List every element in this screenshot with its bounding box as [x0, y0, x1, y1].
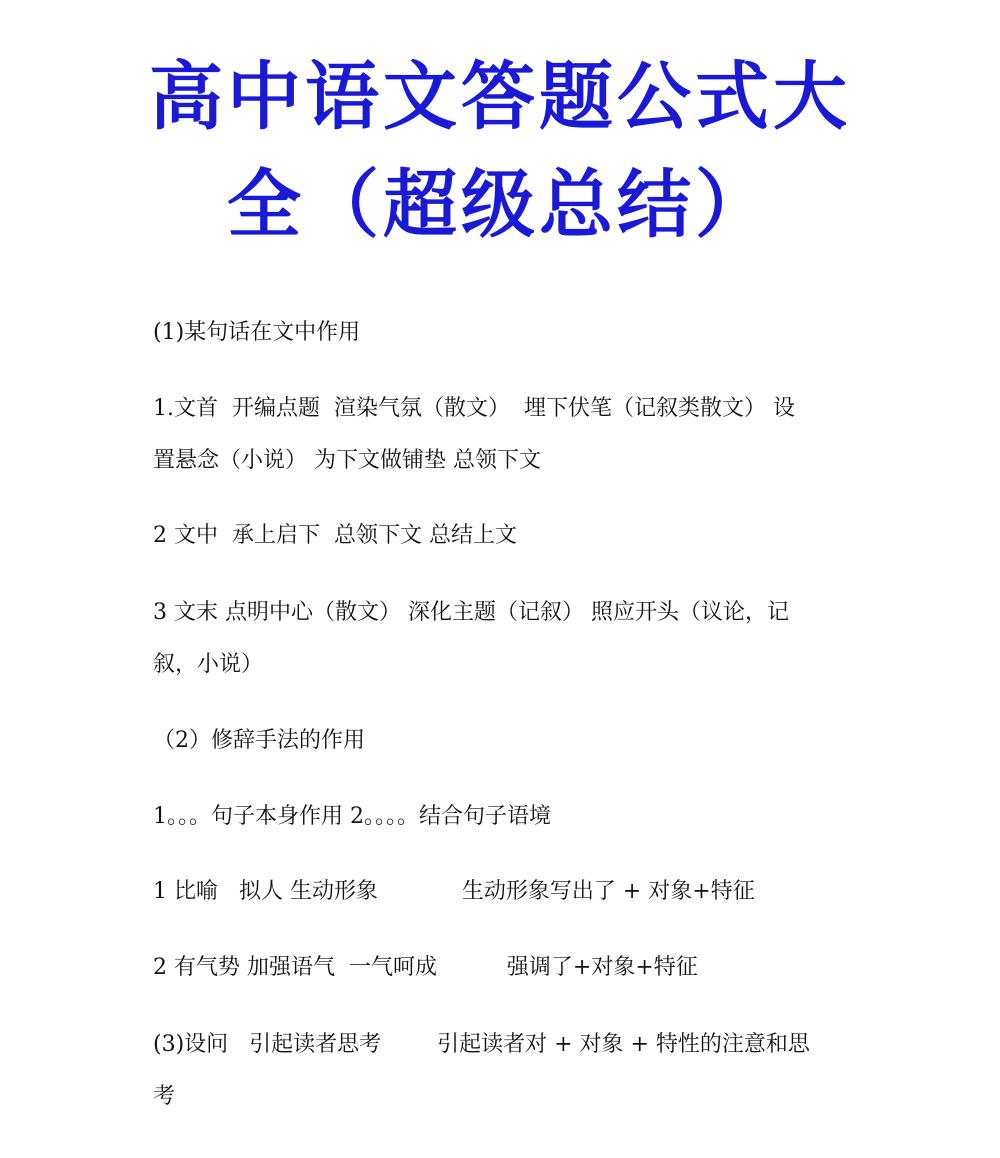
- section-heading-3: (3)设问 引起读者思考 引起读者对 + 对象 + 特性的注意和思: [153, 1032, 810, 1057]
- text-line: 考: [153, 1084, 176, 1109]
- section-heading-2: （2）修辞手法的作用: [153, 728, 365, 753]
- text-line: 1 比喻 拟人 生动形象 生动形象写出了 + 对象+特征: [153, 879, 755, 904]
- title-line-1: 高中语文答题公式大: [149, 54, 851, 140]
- text-line: 2 文中 承上启下 总领下文 总结上文: [153, 523, 517, 548]
- text-line: 1。。。句子本身作用 2。。。。结合句子语境: [153, 804, 551, 829]
- text-line: 置悬念（小说） 为下文做铺垫 总领下文: [153, 448, 541, 473]
- text-line: 叙，小说）: [153, 652, 264, 677]
- title-line-2: 全（超级总结）: [227, 162, 773, 248]
- text-line: 1.文首 开编点题 渲染气氛（散文） 埋下伏笔（记叙类散文） 设: [153, 396, 795, 421]
- section-heading-1: (1)某句话在文中作用: [153, 320, 361, 345]
- text-line: 3 文末 点明中心（散文） 深化主题（记叙） 照应开头（议论，记: [153, 600, 789, 625]
- text-line: 2 有气势 加强语气 一气呵成 强调了+对象+特征: [153, 955, 698, 980]
